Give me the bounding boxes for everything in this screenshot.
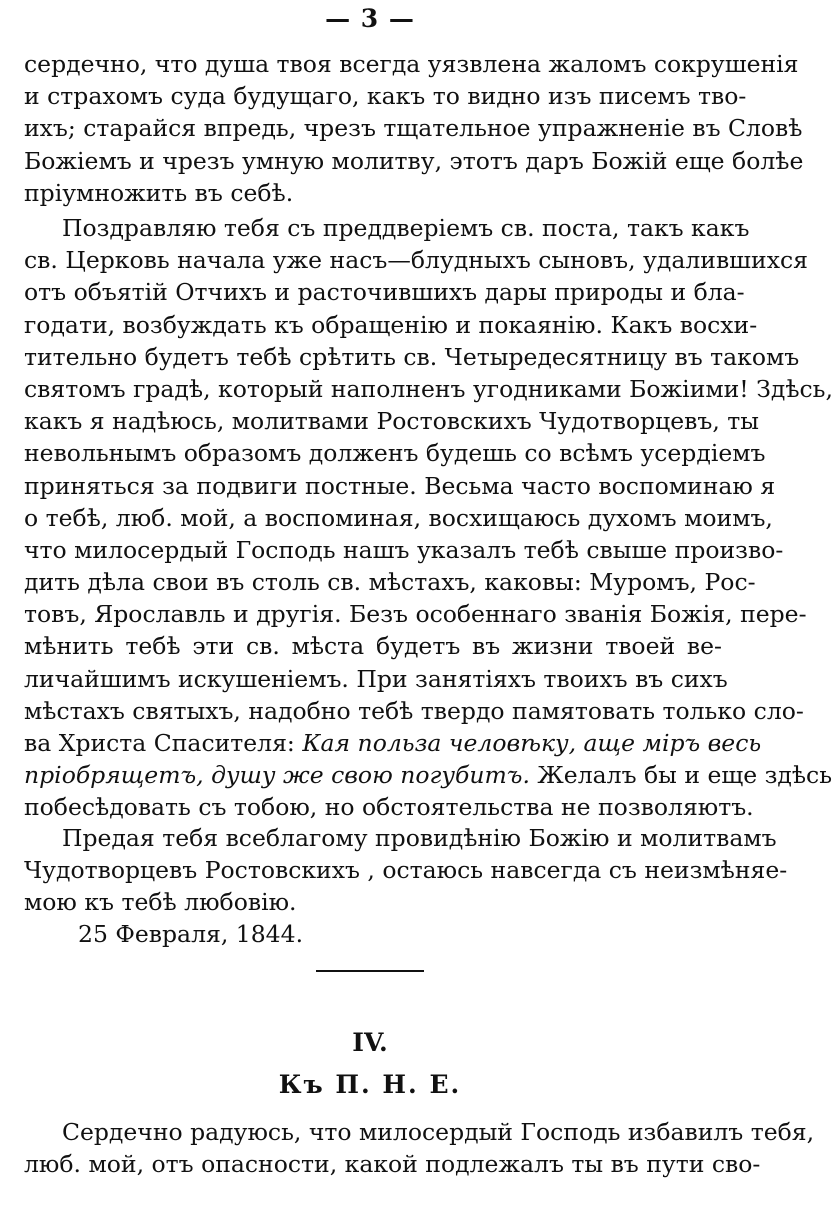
text-line: о тебѣ, люб. мой, а воспоминая, восхищаюсь духомъ моимъ, — [24, 503, 773, 532]
text-line: тительно будетъ тебѣ срѣтить св. Четыредесятницу въ такомъ — [24, 342, 800, 371]
text-line: годати, возбуждать къ обращенію и покаянію. Какъ восхи- — [24, 310, 758, 339]
text-line: пріумножить въ себѣ. — [24, 178, 294, 207]
text-line: мѣнить тебѣ эти св. мѣста будетъ въ жизни твоей ве- — [24, 632, 722, 661]
section-heading: Къ П. Н. Е. — [278, 1070, 462, 1099]
text-line: какъ я надѣюсь, молитвами Ростовскихъ Чудотворцевъ, ты — [24, 407, 760, 436]
text-line: личайшимъ искушеніемъ. При занятіяхъ твоихъ въ сихъ — [24, 664, 728, 693]
text-line: мѣстахъ святыхъ, надобно тебѣ твердо памятовать только сло- — [24, 696, 804, 725]
text-line: Предая тебя всеблагому провидѣнію Божію и молитвамъ — [62, 824, 777, 852]
text-line: святомъ градѣ, который наполненъ угодниками Божіими! Здѣсь, — [24, 374, 833, 403]
text-line: приняться за подвиги постные. Весьма часто воспоминаю я — [24, 471, 776, 500]
text-line: Поздравляю тебя съ преддверіемъ св. поста, такъ какъ — [62, 214, 750, 242]
text-line: товъ, Ярославль и другія. Безъ особеннаго званія Божія, пере- — [24, 600, 807, 629]
text-line: побесѣдовать съ тобою, но обстоятельства не позволяютъ. — [24, 793, 754, 822]
text-line: сердечно, что душа твоя всегда уязвлена жаломъ сокрушенія — [24, 50, 799, 78]
paragraph-lent-greeting — [24, 212, 833, 824]
text-line: Божіемъ и чрезъ умную молитву, этотъ даръ Божій еще болѣе — [24, 146, 804, 175]
paragraph-closing — [24, 822, 788, 919]
page-number: — 3 — — [325, 4, 415, 33]
scripture-quote: пріобрящетъ, душу же свою погубитъ. — [24, 761, 530, 790]
text-line: ихъ; старайся впредь, чрезъ тщательное упражненіе въ Словѣ — [24, 114, 803, 143]
text-line-with-quote — [24, 759, 832, 791]
scripture-quote: Кая польза человѣку, аще міръ весь — [302, 729, 762, 757]
text-line: люб. мой, отъ опасности, какой подлежалъ ты въ пути сво- — [24, 1150, 761, 1179]
text-fragment: Желалъ бы и еще здѣсь — [529, 761, 832, 790]
paragraph-continuation — [24, 48, 804, 209]
section-number: IV. — [352, 1028, 388, 1057]
text-line: мою къ тебѣ любовію. — [24, 888, 297, 917]
text-line: Чудотворцевъ Ростовскихъ , остаюсь навсегда съ неизмѣняе- — [24, 856, 788, 885]
text-line: Сердечно радуюсь, что милосердый Господь избавилъ тебя, — [62, 1118, 815, 1146]
text-line: невольнымъ образомъ долженъ будешь со всѣмъ усердіемъ — [24, 439, 766, 468]
letter-date: 25 Февраля, 1844. — [78, 920, 304, 948]
section-divider — [316, 970, 424, 972]
paragraph-next-letter — [24, 1116, 815, 1180]
text-line: и страхомъ суда будущаго, какъ то видно изъ писемъ тво- — [24, 82, 747, 111]
text-fragment: ва Христа Спасителя: — [24, 729, 303, 757]
text-line: св. Церковь начала уже насъ—блудныхъ сыновъ, удалившихся — [24, 246, 808, 275]
text-line-with-quote — [24, 727, 762, 759]
text-line: отъ объятій Отчихъ и расточившихъ дары природы и бла- — [24, 278, 745, 307]
text-line: дить дѣла свои въ столь св. мѣстахъ, каковы: Муромъ, Рос- — [24, 568, 756, 597]
text-line: что милосердый Господь нашъ указалъ тебѣ свыше произво- — [24, 535, 784, 564]
